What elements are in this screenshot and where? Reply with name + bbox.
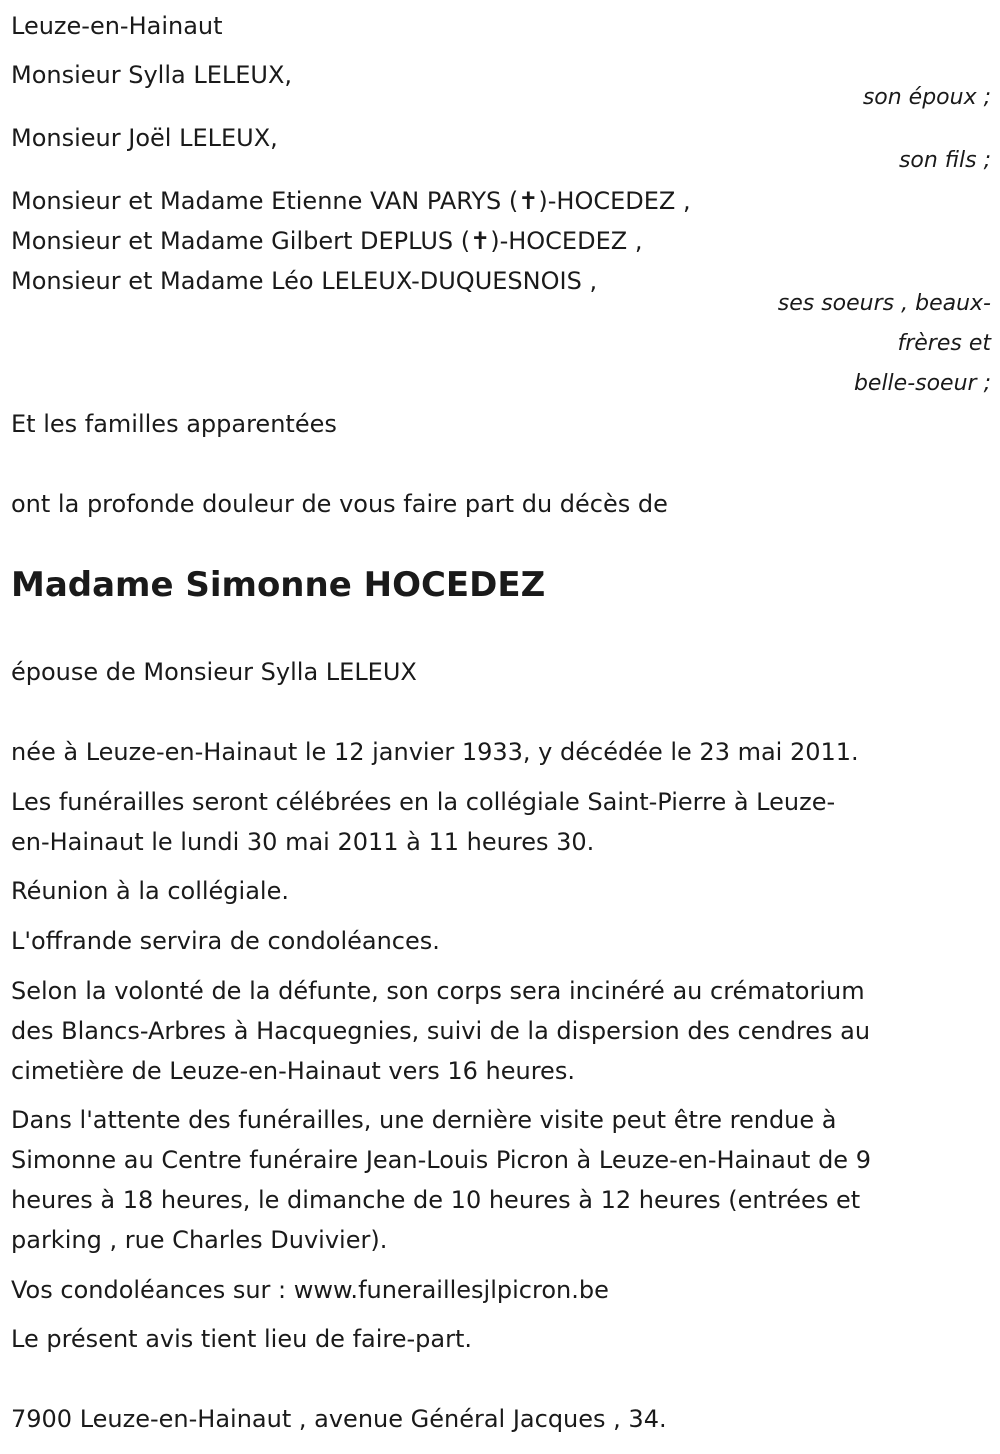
- relation-sisters-line-1: ses soeurs , beaux-: [777, 291, 991, 316]
- cremation-info-line-1: Selon la volonté de la défunte, son corps sera incinéré au crématorium: [11, 977, 865, 1005]
- birth-death-dates: née à Leuze-en-Hainaut le 12 janvier 1933, y décédée le 23 mai 2011.: [11, 738, 859, 766]
- offering-info: L'offrande servira de condoléances.: [11, 927, 440, 955]
- visit-info-line-4: parking , rue Charles Duvivier).: [11, 1226, 388, 1254]
- relation-spouse: son époux ;: [862, 85, 991, 110]
- family-member-son: Monsieur Joël LELEUX,: [11, 124, 278, 152]
- related-families: Et les familles apparentées: [11, 410, 337, 438]
- condolences-link: Vos condoléances sur : www.funeraillesjlpicron.be: [11, 1276, 609, 1304]
- visit-info-line-3: heures à 18 heures, le dimanche de 10 heures à 12 heures (entrées et: [11, 1186, 861, 1214]
- funeral-info-line-1: Les funérailles seront célébrées en la collégiale Saint-Pierre à Leuze-: [11, 788, 836, 816]
- visit-info-line-2: Simonne au Centre funéraire Jean-Louis Picron à Leuze-en-Hainaut de 9: [11, 1146, 871, 1174]
- family-member-sister-1: Monsieur et Madame Etienne VAN PARYS (✝)-HOCEDEZ ,: [11, 187, 691, 215]
- meeting-info: Réunion à la collégiale.: [11, 877, 289, 905]
- notice-text: Le présent avis tient lieu de faire-part.: [11, 1325, 473, 1353]
- family-member-spouse: Monsieur Sylla LELEUX,: [11, 61, 293, 89]
- visit-info-line-1: Dans l'attente des funérailles, une dernière visite peut être rendue à: [11, 1106, 837, 1134]
- funeral-info-line-2: en-Hainaut le lundi 30 mai 2011 à 11 heures 30.: [11, 828, 595, 856]
- relation-son: son fils ;: [898, 148, 991, 173]
- address: 7900 Leuze-en-Hainaut , avenue Général Jacques , 34.: [11, 1405, 667, 1433]
- deceased-name: Madame Simonne HOCEDEZ: [11, 565, 546, 605]
- spouse-of: épouse de Monsieur Sylla LELEUX: [11, 658, 417, 686]
- cremation-info-line-3: cimetière de Leuze-en-Hainaut vers 16 heures.: [11, 1057, 575, 1085]
- relation-sisters-line-3: belle-soeur ;: [853, 371, 991, 396]
- relation-sisters-line-2: frères et: [897, 331, 991, 356]
- city-header: Leuze-en-Hainaut: [11, 12, 223, 40]
- cremation-info-line-2: des Blancs-Arbres à Hacquegnies, suivi de la dispersion des cendres au: [11, 1017, 871, 1045]
- family-member-sister-3: Monsieur et Madame Léo LELEUX-DUQUESNOIS ,: [11, 267, 598, 295]
- family-member-sister-2: Monsieur et Madame Gilbert DEPLUS (✝)-HOCEDEZ ,: [11, 227, 643, 255]
- announcement-text: ont la profonde douleur de vous faire part du décès de: [11, 490, 668, 518]
